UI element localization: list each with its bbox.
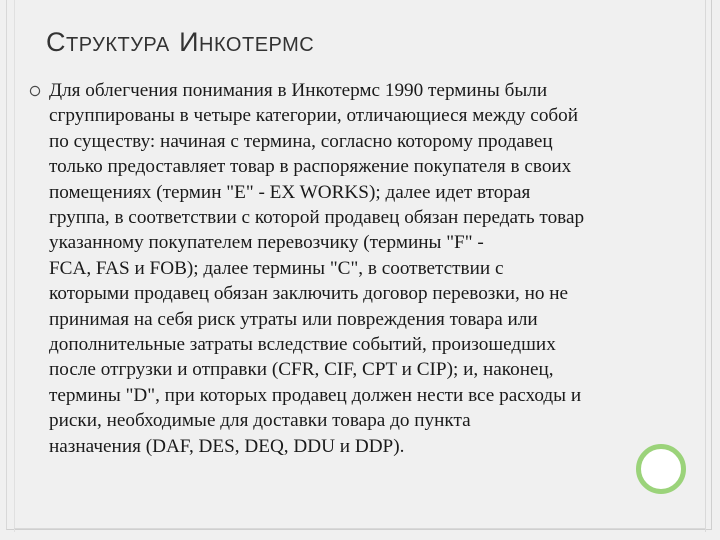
title-word2-rest: НКОТЕРМС <box>199 34 315 56</box>
body-line: FCA, FAS и FOB); далее термины "C", в соответствии с <box>49 257 504 279</box>
body-line: назначения (DAF, DES, DEQ, DDU и DDP). <box>49 435 405 457</box>
body-line: термины "D", при которых продавец должен нести все расходы и <box>49 384 582 406</box>
circle-bullet-icon <box>29 85 41 97</box>
body-line: помещениях (термин "E" - EX WORKS); далее идет вторая <box>49 181 531 203</box>
title-word1-initial: С <box>46 27 66 57</box>
body-line: риски, необходимые для доставки товара до пункта <box>49 410 471 432</box>
decorative-frame-bottom <box>14 528 706 529</box>
body-line: по существу: начиная с термина, согласно которому продавец <box>49 130 553 152</box>
title-word2-initial: И <box>179 27 200 57</box>
body-line: только предоставляет товар в распоряжение покупателя в своих <box>49 156 572 178</box>
body-line: Для облегчения понимания в Инкотермс 1990 термины были <box>49 80 548 101</box>
body-paragraph <box>49 78 689 459</box>
body-line: дополнительные затраты вследствие событий, произошедших <box>49 334 556 356</box>
body-line: группа, в соответствии с которой продавец обязан передать товар <box>49 207 585 229</box>
body-line: указанному покупателем перевозчику (термины "F" - <box>49 232 484 254</box>
title-word1-rest: ТРУКТУРА <box>66 34 170 56</box>
slide-title <box>46 22 314 63</box>
body-line: после отгрузки и отправки (CFR, CIF, CPT и CIP); и, наконец, <box>49 359 554 381</box>
decorative-green-circle <box>636 444 686 494</box>
body-line: сгруппированы в четыре категории, отличающиеся между собой <box>49 105 579 127</box>
body-line: принимая на себя риск утраты или повреждения товара или <box>49 308 538 330</box>
body-line: которыми продавец обязан заключить договор перевозки, но не <box>49 283 569 305</box>
